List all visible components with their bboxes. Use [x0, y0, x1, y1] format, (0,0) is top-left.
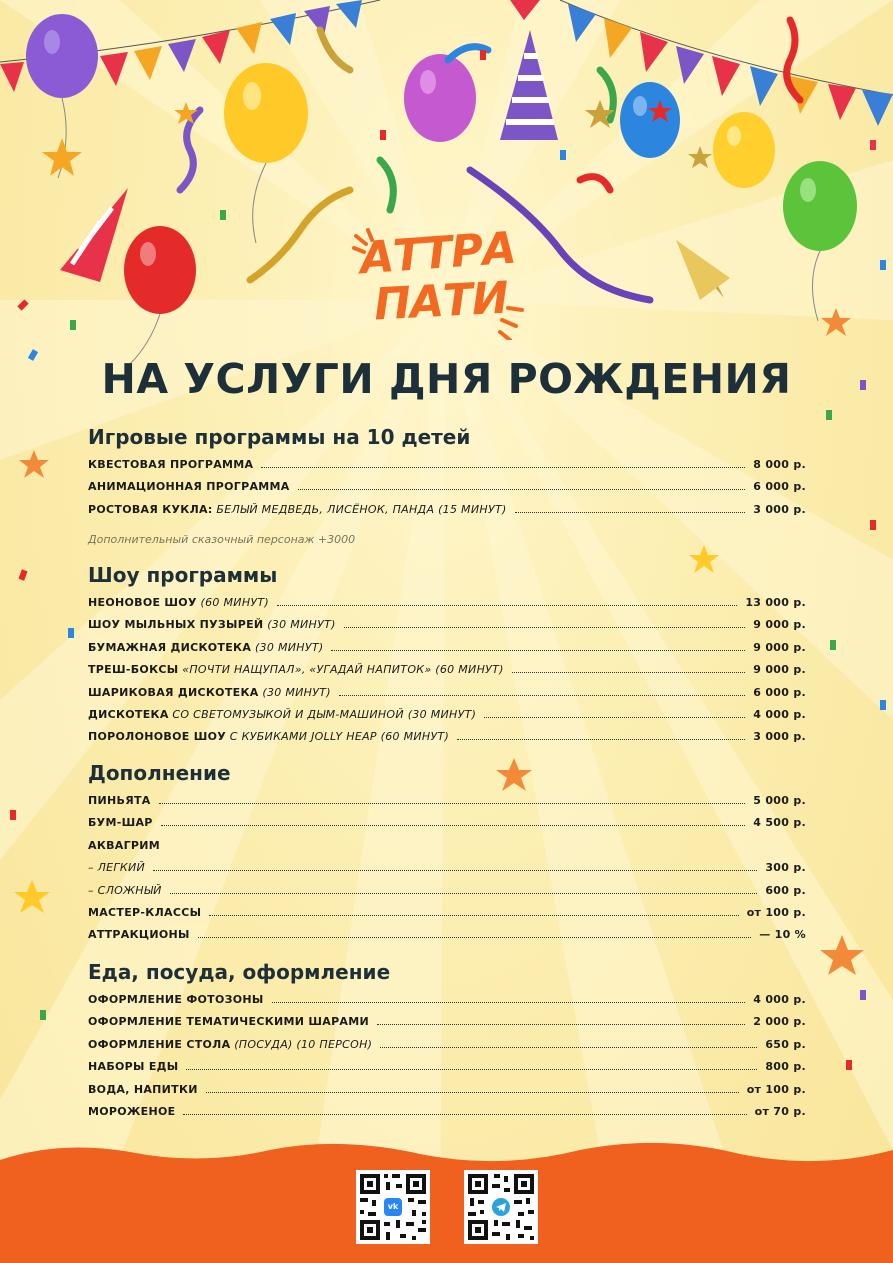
- dot-leader: [186, 1068, 757, 1070]
- dot-leader: [515, 511, 746, 513]
- item-price: 4 500 р.: [753, 816, 806, 830]
- section-food-decor: [88, 957, 806, 1127]
- item-title: РОСТОВАЯ КУКЛА:: [88, 502, 213, 516]
- footer-wave: [0, 1140, 893, 1263]
- item-detail: «ПОЧТИ НАЩУПАЛ», «УГАДАЙ НАПИТОК» (60 МИНУТ): [178, 663, 504, 677]
- price-row: [88, 686, 806, 708]
- price-row: [88, 794, 806, 816]
- item-detail: С КУБИКАМИ JOLLY HEAP (60 МИНУТ): [226, 730, 450, 744]
- item-title: ДИСКОТЕКА: [88, 707, 169, 721]
- dot-leader: [277, 604, 737, 606]
- item-name: [88, 1060, 178, 1073]
- item-name: [88, 993, 264, 1006]
- item-name: [88, 839, 160, 852]
- price-row: [88, 884, 806, 906]
- item-price: 650 р.: [765, 1037, 806, 1051]
- section-title: Игровые программы на 10 детей: [88, 425, 471, 449]
- price-row: [88, 596, 806, 618]
- price-row: [88, 1105, 806, 1127]
- price-list: [88, 596, 806, 753]
- item-price: 5 000 р.: [753, 794, 806, 807]
- item-name: [88, 861, 145, 874]
- item-price: 9 000 р.: [753, 663, 806, 677]
- price-row: [88, 708, 806, 730]
- item-name: [88, 663, 504, 676]
- dot-leader: [298, 488, 746, 490]
- price-list: [88, 458, 806, 525]
- section-note: Дополнительный сказочный персонаж +3000: [88, 533, 356, 547]
- price-row: [88, 816, 806, 838]
- price-list: [88, 993, 806, 1127]
- item-name: [88, 458, 253, 471]
- dot-leader: [261, 466, 745, 468]
- telegram-icon: [492, 1198, 510, 1216]
- price-row: [88, 458, 806, 480]
- logo-line-2: ПАТИ: [372, 272, 509, 331]
- item-price: 3 000 р.: [753, 502, 806, 516]
- item-title: МАСТЕР-КЛАССЫ: [88, 905, 202, 919]
- item-title: АКВАГРИМ: [88, 838, 161, 852]
- dot-leader: [339, 694, 745, 696]
- item-name: [88, 596, 269, 609]
- vk-icon: vk: [384, 1198, 402, 1216]
- item-name: [88, 480, 290, 493]
- item-name: [88, 1105, 175, 1118]
- item-title: БУМАЖНАЯ ДИСКОТЕКА: [88, 640, 252, 654]
- dot-leader: [198, 936, 751, 938]
- dot-leader: [161, 824, 746, 826]
- dot-leader: [377, 1023, 745, 1025]
- price-row: [88, 1038, 806, 1060]
- item-price: 4 000 р.: [753, 707, 806, 721]
- item-title: ОФОРМЛЕНИЕ ТЕМАТИЧЕСКИМИ ШАРАМИ: [88, 1015, 369, 1029]
- price-row: [88, 503, 806, 525]
- dot-leader: [484, 716, 745, 718]
- item-title: ШОУ МЫЛЬНЫХ ПУЗЫРЕЙ: [88, 618, 264, 632]
- price-row: [88, 1083, 806, 1105]
- item-title: НАБОРЫ ЕДЫ: [88, 1060, 179, 1074]
- item-name: [88, 1083, 198, 1096]
- item-name: [88, 816, 153, 829]
- dot-leader: [170, 892, 758, 894]
- item-price: от 100 р.: [746, 1082, 806, 1096]
- item-title: АНИМАЦИОННАЯ ПРОГРАММА: [88, 480, 290, 494]
- item-title: КВЕСТОВАЯ ПРОГРАММА: [88, 458, 254, 471]
- item-detail: (ПОСУДА) (10 ПЕРСОН): [230, 1037, 373, 1051]
- section-title: Дополнение: [88, 761, 231, 785]
- dot-leader: [159, 802, 746, 804]
- page-title: НА УСЛУГИ ДНЯ РОЖДЕНИЯ: [101, 355, 792, 403]
- item-name: [88, 1015, 369, 1028]
- item-detail: (30 МИНУТ): [251, 640, 324, 654]
- item-price: от 100 р.: [746, 905, 806, 919]
- price-row: [88, 839, 806, 861]
- dot-leader: [206, 1091, 739, 1093]
- dot-leader: [153, 869, 757, 871]
- item-title: ОФОРМЛЕНИЕ ФОТОЗОНЫ: [88, 993, 264, 1006]
- item-title: ПОРОЛОНОВОЕ ШОУ: [88, 730, 227, 744]
- price-list: [88, 794, 806, 951]
- item-price: 9 000 р.: [753, 640, 806, 654]
- dot-leader: [209, 914, 738, 916]
- section-game-programs: [88, 422, 806, 546]
- section-show-programs: [88, 560, 806, 753]
- section-title: Шоу программы: [88, 563, 278, 587]
- item-name: [88, 928, 190, 941]
- dot-leader: [512, 671, 745, 673]
- price-row: [88, 663, 806, 685]
- dot-leader: [272, 1001, 746, 1003]
- item-price: 800 р.: [765, 1060, 806, 1074]
- price-row: [88, 906, 806, 928]
- price-row: [88, 861, 806, 883]
- item-name: [88, 708, 476, 721]
- item-title: ШАРИКОВАЯ ДИСКОТЕКА: [88, 685, 259, 699]
- item-title: ОФОРМЛЕНИЕ СТОЛА: [88, 1037, 231, 1051]
- price-row: [88, 730, 806, 752]
- dot-leader: [331, 649, 745, 651]
- item-price: 2 000 р.: [753, 1015, 806, 1029]
- item-title: НЕОНОВОЕ ШОУ: [88, 596, 197, 609]
- price-row: [88, 993, 806, 1015]
- price-row: [88, 928, 806, 950]
- item-price: — 10 %: [759, 928, 806, 942]
- price-row: [88, 1060, 806, 1082]
- item-title: ТРЕШ-БОКСЫ: [88, 663, 179, 677]
- item-title: ПИНЬЯТА: [88, 794, 151, 807]
- item-price: 6 000 р.: [753, 685, 806, 699]
- item-detail: БЕЛЫЙ МЕДВЕДЬ, ЛИСЁНОК, ПАНДА (15 МИНУТ): [212, 502, 507, 516]
- price-row: [88, 618, 806, 640]
- item-detail: (60 МИНУТ): [196, 596, 270, 609]
- item-title: ВОДА, НАПИТКИ: [88, 1082, 198, 1096]
- item-name: [88, 686, 331, 699]
- item-name: [88, 618, 336, 631]
- item-name: [88, 906, 201, 919]
- item-price: 600 р.: [765, 883, 806, 897]
- item-price: 8 000 р.: [753, 458, 806, 471]
- item-name: [88, 1038, 372, 1051]
- item-detail: (30 МИНУТ): [258, 685, 331, 699]
- item-price: 13 000 р.: [745, 596, 806, 609]
- section-extras: [88, 758, 806, 951]
- logo-line-1: АТТРА: [358, 222, 517, 285]
- dot-leader: [380, 1046, 757, 1048]
- section-title: Еда, посуда, оформление: [88, 960, 391, 984]
- item-title: МОРОЖЕНОЕ: [88, 1104, 176, 1118]
- item-title: – СЛОЖНЫЙ: [88, 883, 162, 897]
- item-price: 4 000 р.: [753, 993, 806, 1006]
- item-detail: (30 МИНУТ): [263, 618, 336, 632]
- item-price: от 70 р.: [754, 1104, 806, 1118]
- item-price: 9 000 р.: [753, 618, 806, 632]
- dot-leader: [183, 1113, 746, 1115]
- dot-leader: [344, 626, 746, 628]
- logo: [352, 222, 532, 340]
- item-name: [88, 641, 323, 654]
- item-name: [88, 503, 507, 516]
- item-title: БУМ-ШАР: [88, 816, 153, 830]
- item-title: – ЛЕГКИЙ: [88, 861, 146, 875]
- price-row: [88, 480, 806, 502]
- item-name: [88, 794, 151, 807]
- price-row: [88, 1015, 806, 1037]
- item-detail: СО СВЕТОМУЗЫКОЙ И ДЫМ-МАШИНОЙ (30 МИНУТ): [168, 707, 477, 721]
- item-name: [88, 884, 162, 897]
- item-price: 300 р.: [765, 861, 806, 875]
- price-row: [88, 641, 806, 663]
- item-price: 3 000 р.: [753, 730, 806, 744]
- item-price: 6 000 р.: [753, 480, 806, 494]
- item-title: АТТРАКЦИОНЫ: [88, 928, 190, 942]
- qr-code-telegram[interactable]: [464, 1170, 538, 1244]
- dot-leader: [457, 738, 745, 740]
- qr-code-vk[interactable]: [356, 1170, 430, 1244]
- item-name: [88, 730, 449, 743]
